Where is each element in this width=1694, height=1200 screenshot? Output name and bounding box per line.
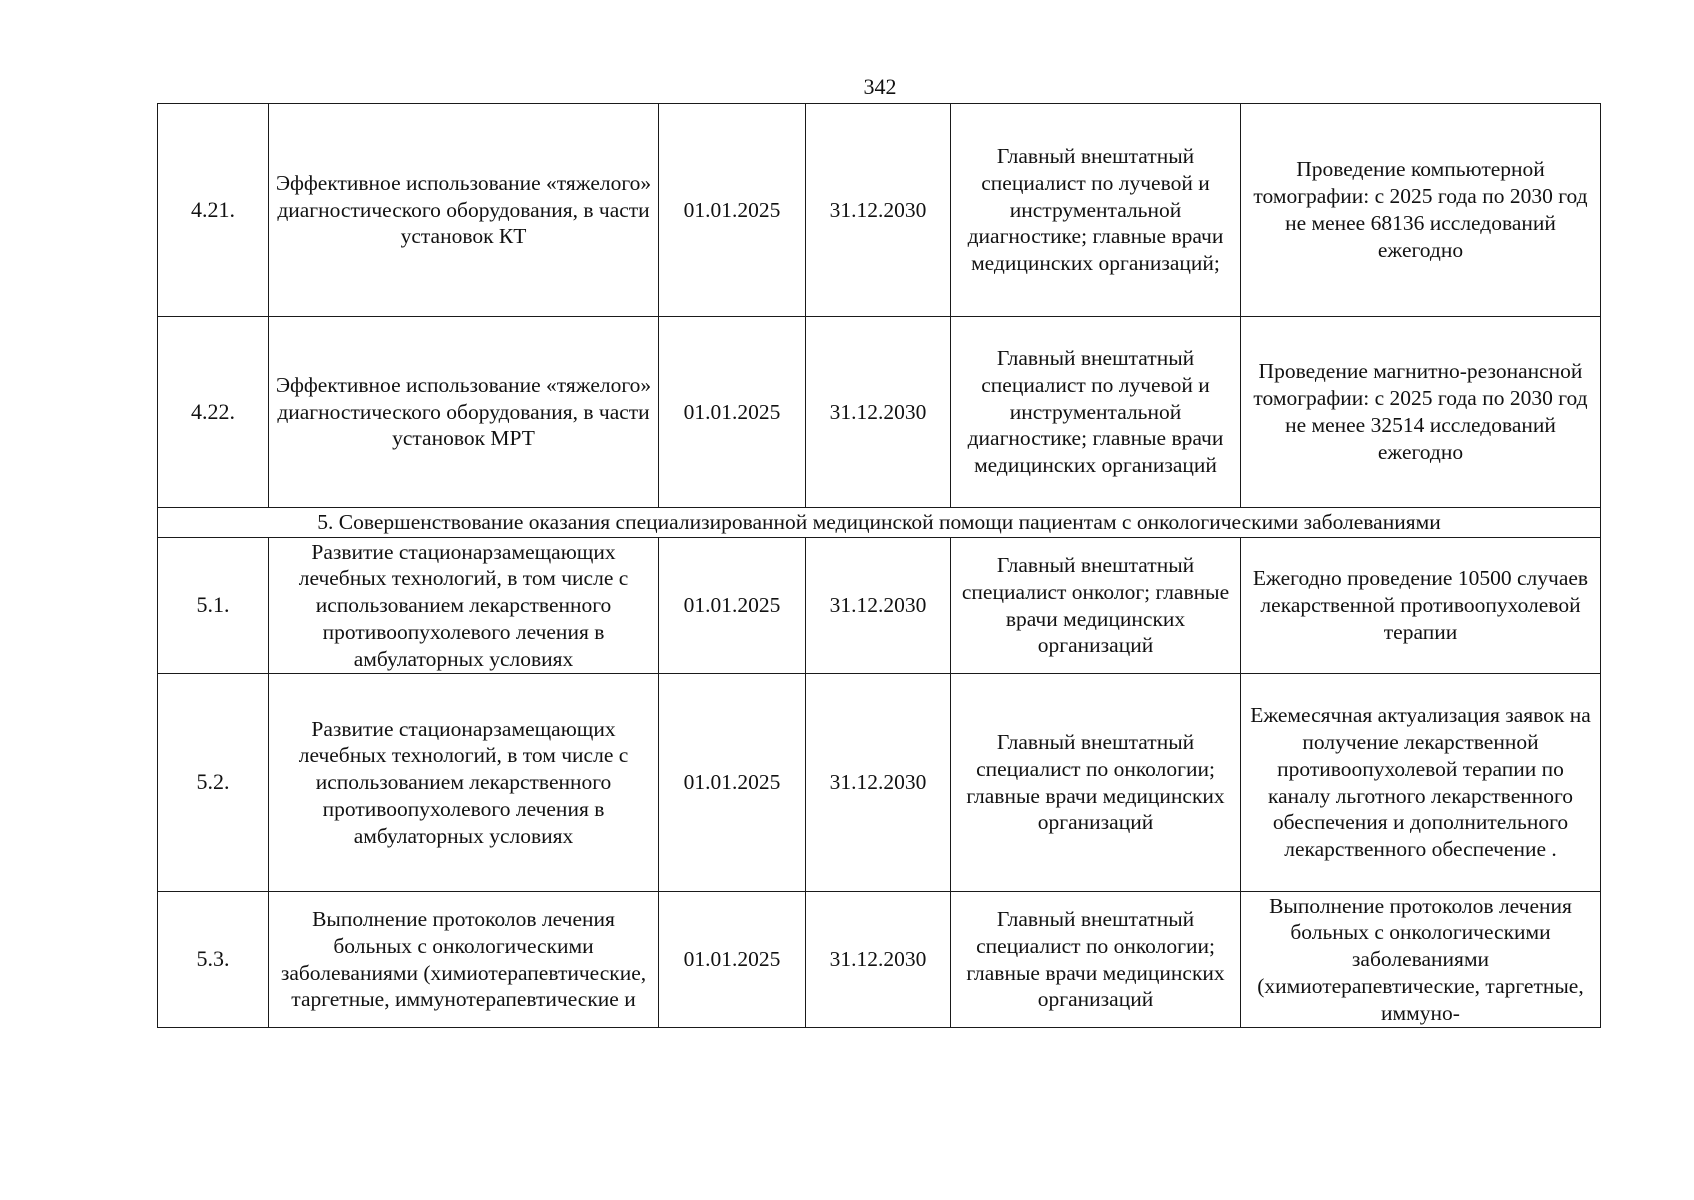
section-row bbox=[158, 508, 1601, 538]
table-row bbox=[158, 104, 1601, 317]
event-cell: Развитие стационарзамещающих лечебных технологий, в том числе с использованием лекарственного противоопухолевого лечения в амбулаторных условиях bbox=[269, 538, 659, 674]
result-cell: Проведение магнитно-резонансной томографии: с 2025 года по 2030 год не менее 32514 исследований ежегодно bbox=[1241, 317, 1601, 508]
table-row bbox=[158, 317, 1601, 508]
row-number-cell: 5.2. bbox=[158, 674, 269, 892]
start-date-cell: 01.01.2025 bbox=[659, 104, 806, 317]
row-number-cell: 5.3. bbox=[158, 892, 269, 1028]
event-cell: Эффективное использование «тяжелого» диагностического оборудования, в части установок МРТ bbox=[269, 317, 659, 508]
measures-table bbox=[157, 103, 1601, 1028]
table-row bbox=[158, 674, 1601, 892]
responsible-cell: Главный внештатный специалист по лучевой и инструментальной диагностике; главные врачи медицинских организаций bbox=[951, 317, 1241, 508]
row-number-cell: 4.22. bbox=[158, 317, 269, 508]
result-cell: Проведение компьютерной томографии: с 2025 года по 2030 год не менее 68136 исследований ежегодно bbox=[1241, 104, 1601, 317]
result-cell: Выполнение протоколов лечения больных с онкологическими заболеваниями (химиотерапевтические, таргетные, иммуно- bbox=[1241, 892, 1601, 1028]
result-cell: Ежегодно проведение 10500 случаев лекарственной противоопухолевой терапии bbox=[1241, 538, 1601, 674]
event-cell: Развитие стационарзамещающих лечебных технологий, в том числе с использованием лекарственного противоопухолевого лечения в амбулаторных условиях bbox=[269, 674, 659, 892]
row-number-cell: 5.1. bbox=[158, 538, 269, 674]
table-row bbox=[158, 538, 1601, 674]
row-number-cell: 4.21. bbox=[158, 104, 269, 317]
responsible-cell: Главный внештатный специалист по лучевой и инструментальной диагностике; главные врачи медицинских организаций; bbox=[951, 104, 1241, 317]
start-date-cell: 01.01.2025 bbox=[659, 892, 806, 1028]
table-row bbox=[158, 892, 1601, 1028]
event-cell: Выполнение протоколов лечения больных с онкологическими заболеваниями (химиотерапевтические, таргетные, иммунотерапевтические и bbox=[269, 892, 659, 1028]
responsible-cell: Главный внештатный специалист по онкологии; главные врачи медицинских организаций bbox=[951, 674, 1241, 892]
end-date-cell: 31.12.2030 bbox=[806, 104, 951, 317]
start-date-cell: 01.01.2025 bbox=[659, 538, 806, 674]
start-date-cell: 01.01.2025 bbox=[659, 317, 806, 508]
section-heading: 5. Совершенствование оказания специализированной медицинской помощи пациентам с онкологическими заболеваниями bbox=[158, 508, 1601, 538]
responsible-cell: Главный внештатный специалист онколог; главные врачи медицинских организаций bbox=[951, 538, 1241, 674]
responsible-cell: Главный внештатный специалист по онкологии; главные врачи медицинских организаций bbox=[951, 892, 1241, 1028]
result-cell: Ежемесячная актуализация заявок на получение лекарственной противоопухолевой терапии по каналу льготного лекарственного обеспечения и дополнительного лекарственного обеспечение . bbox=[1241, 674, 1601, 892]
event-cell: Эффективное использование «тяжелого» диагностического оборудования, в части установок КТ bbox=[269, 104, 659, 317]
end-date-cell: 31.12.2030 bbox=[806, 892, 951, 1028]
end-date-cell: 31.12.2030 bbox=[806, 538, 951, 674]
page-number: 342 bbox=[863, 74, 897, 99]
end-date-cell: 31.12.2030 bbox=[806, 317, 951, 508]
end-date-cell: 31.12.2030 bbox=[806, 674, 951, 892]
start-date-cell: 01.01.2025 bbox=[659, 674, 806, 892]
